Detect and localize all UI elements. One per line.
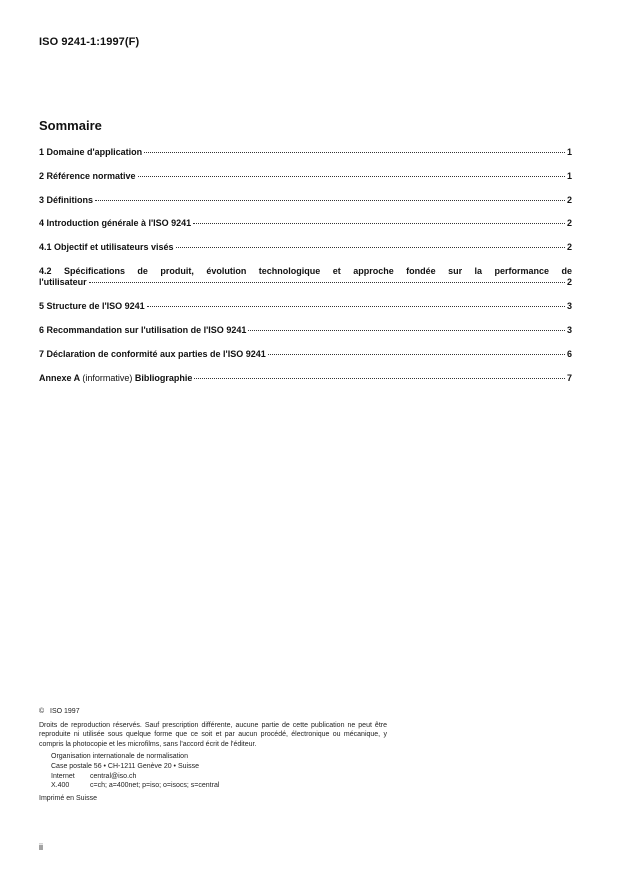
- annex-title: Bibliographie: [134, 373, 193, 383]
- toc-entry-label: 7 Déclaration de conformité aux parties de l'ISO 9241: [39, 349, 266, 359]
- toc-leader-dots: [89, 282, 565, 283]
- internet-row: [51, 772, 387, 782]
- toc-entry[interactable]: [39, 147, 572, 158]
- toc-entry-label: 4 Introduction générale à l'ISO 9241: [39, 218, 192, 228]
- toc-entry-page: 2: [566, 195, 572, 205]
- toc-entry-page: 3: [566, 301, 572, 311]
- toc-entry-page: 2: [566, 218, 572, 228]
- toc-entry[interactable]: [39, 325, 572, 336]
- page-number: ii: [39, 842, 43, 852]
- publisher-address: [39, 752, 387, 790]
- toc-leader-dots: [138, 176, 565, 177]
- toc-entry[interactable]: [39, 218, 572, 229]
- annex-label: Annexe A: [39, 373, 80, 383]
- toc-entry[interactable]: [39, 195, 572, 206]
- organisation-name: Organisation internationale de normalisation: [51, 753, 188, 761]
- printed-in: Imprimé en Suisse: [39, 794, 97, 802]
- annex-type: (informative): [82, 373, 133, 383]
- toc-entry-label: 5 Structure de l'ISO 9241: [39, 301, 145, 311]
- copyright-icon: ©: [39, 708, 45, 715]
- toc-entry-page: 2: [566, 242, 572, 252]
- toc-entry-page: 6: [566, 349, 572, 359]
- toc-entry[interactable]: [39, 373, 572, 384]
- toc-leader-dots: [268, 354, 565, 355]
- toc-leader-dots: [95, 200, 565, 201]
- toc-leader-dots: [193, 223, 565, 224]
- x400-row: [51, 781, 387, 791]
- copyright-notice: [39, 707, 387, 803]
- x400-value: c=ch; a=400net; p=iso; o=isocs; s=central: [90, 782, 220, 790]
- toc-entry-label-line2: l'utilisateur: [39, 277, 87, 287]
- toc-entry[interactable]: [39, 171, 572, 182]
- internet-label: Internet: [51, 772, 75, 780]
- toc-entry-label: 1 Domaine d'application: [39, 147, 143, 157]
- toc-leader-dots: [147, 306, 565, 307]
- toc-leader-dots: [144, 152, 565, 153]
- toc-title: Sommaire: [39, 118, 102, 133]
- toc-entry-page: 1: [566, 147, 572, 157]
- toc-leader-dots: [176, 247, 565, 248]
- toc-entry-page: 3: [566, 325, 572, 335]
- rights-text: Droits de reproduction réservés. Sauf prescription différente, aucune partie de cette publication ne peut être reproduite ni utilisée sous quelque forme que ce soit et par aucun procédé, électronique ou mécanique, y compris la photocopie et les microfilms, sans l'accord écrit de l'éditeur.: [39, 721, 387, 748]
- toc-leader-dots: [248, 330, 565, 331]
- internet-value: central@iso.ch: [90, 772, 137, 780]
- toc-entry-label: 3 Définitions: [39, 195, 94, 205]
- toc-entry-page: 2: [566, 277, 572, 287]
- postal-address: Case postale 56 • CH-1211 Genève 20 • Suisse: [51, 762, 199, 770]
- copyright-line: [39, 707, 387, 717]
- toc-entry-label-line1: 4.2 Spécifications de produit, évolution technologique et approche fondée sur la performance de: [39, 266, 572, 276]
- x400-label: X.400: [51, 782, 70, 790]
- toc-entry[interactable]: [39, 349, 572, 360]
- toc-leader-dots: [194, 378, 565, 379]
- toc-entry[interactable]: [39, 301, 572, 312]
- toc-entry-label: 2 Référence normative: [39, 171, 136, 181]
- toc-entry-label: [39, 373, 192, 384]
- toc-entry-label: 4.1 Objectif et utilisateurs visés: [39, 242, 174, 252]
- copyright-year: ISO 1997: [50, 708, 80, 715]
- table-of-contents: [39, 147, 572, 384]
- toc-entry-page: 7: [566, 373, 572, 383]
- document-id: ISO 9241-1:1997(F): [39, 36, 140, 48]
- toc-entry-label: 6 Recommandation sur l'utilisation de l'ISO 9241: [39, 325, 247, 335]
- toc-entry-page: 1: [566, 171, 572, 181]
- toc-entry[interactable]: [39, 266, 572, 288]
- toc-entry[interactable]: [39, 242, 572, 253]
